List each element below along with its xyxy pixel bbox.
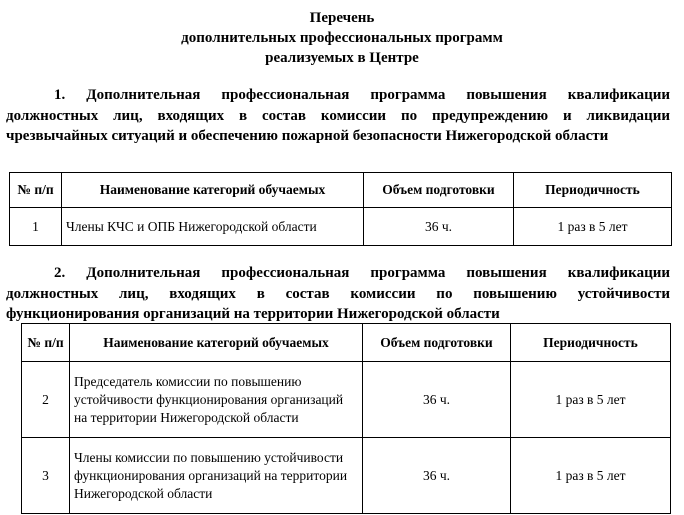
table-row — [22, 362, 671, 438]
column-header-volume: Объем подготовки — [364, 173, 514, 208]
row-number: 1 — [10, 208, 62, 246]
column-header-period: Периодичность — [514, 173, 672, 208]
page-title — [0, 8, 684, 68]
table-header-row — [10, 173, 672, 208]
column-header-number: № п/п — [10, 173, 62, 208]
section-2-heading: 2. Дополнительная профессиональная программа повышения квалификации должностных лиц, входящих в состав комиссии по повышению устойчивости функционирования организаций на территории Нижегородской области — [6, 265, 670, 322]
table-row — [22, 438, 671, 514]
column-header-category: Наименование категорий обучаемых — [62, 173, 364, 208]
row-volume: 36 ч. — [363, 362, 511, 438]
title-line-1: Перечень — [309, 10, 375, 26]
section-1-heading: 1. Дополнительная профессиональная программа повышения квалификации должностных лиц, входящих в состав комиссии по предупреждению и ликвидации чрезвычайных ситуаций и обеспечению пожарной безопасности Нижегородской области — [6, 87, 670, 144]
row-volume: 36 ч. — [363, 438, 511, 514]
title-line-2: дополнительных профессиональных программ — [181, 30, 503, 46]
row-period: 1 раз в 5 лет — [511, 438, 671, 514]
column-header-period: Периодичность — [511, 324, 671, 362]
row-number: 2 — [22, 362, 70, 438]
row-category: Члены КЧС и ОПБ Нижегородской области — [62, 208, 364, 246]
section-2-table — [21, 323, 671, 514]
row-period: 1 раз в 5 лет — [514, 208, 672, 246]
section-1-table — [9, 172, 672, 246]
row-category: Члены комиссии по повышению устойчивости функционирования организаций на территории Нижегородской области — [70, 438, 363, 514]
row-number: 3 — [22, 438, 70, 514]
column-header-volume: Объем подготовки — [363, 324, 511, 362]
row-category: Председатель комиссии по повышению устойчивости функционирования организаций на территории Нижегородской области — [70, 362, 363, 438]
row-volume: 36 ч. — [364, 208, 514, 246]
title-line-3: реализуемых в Центре — [265, 50, 419, 66]
row-period: 1 раз в 5 лет — [511, 362, 671, 438]
column-header-number: № п/п — [22, 324, 70, 362]
column-header-category: Наименование категорий обучаемых — [70, 324, 363, 362]
table-header-row — [22, 324, 671, 362]
table-row — [10, 208, 672, 246]
